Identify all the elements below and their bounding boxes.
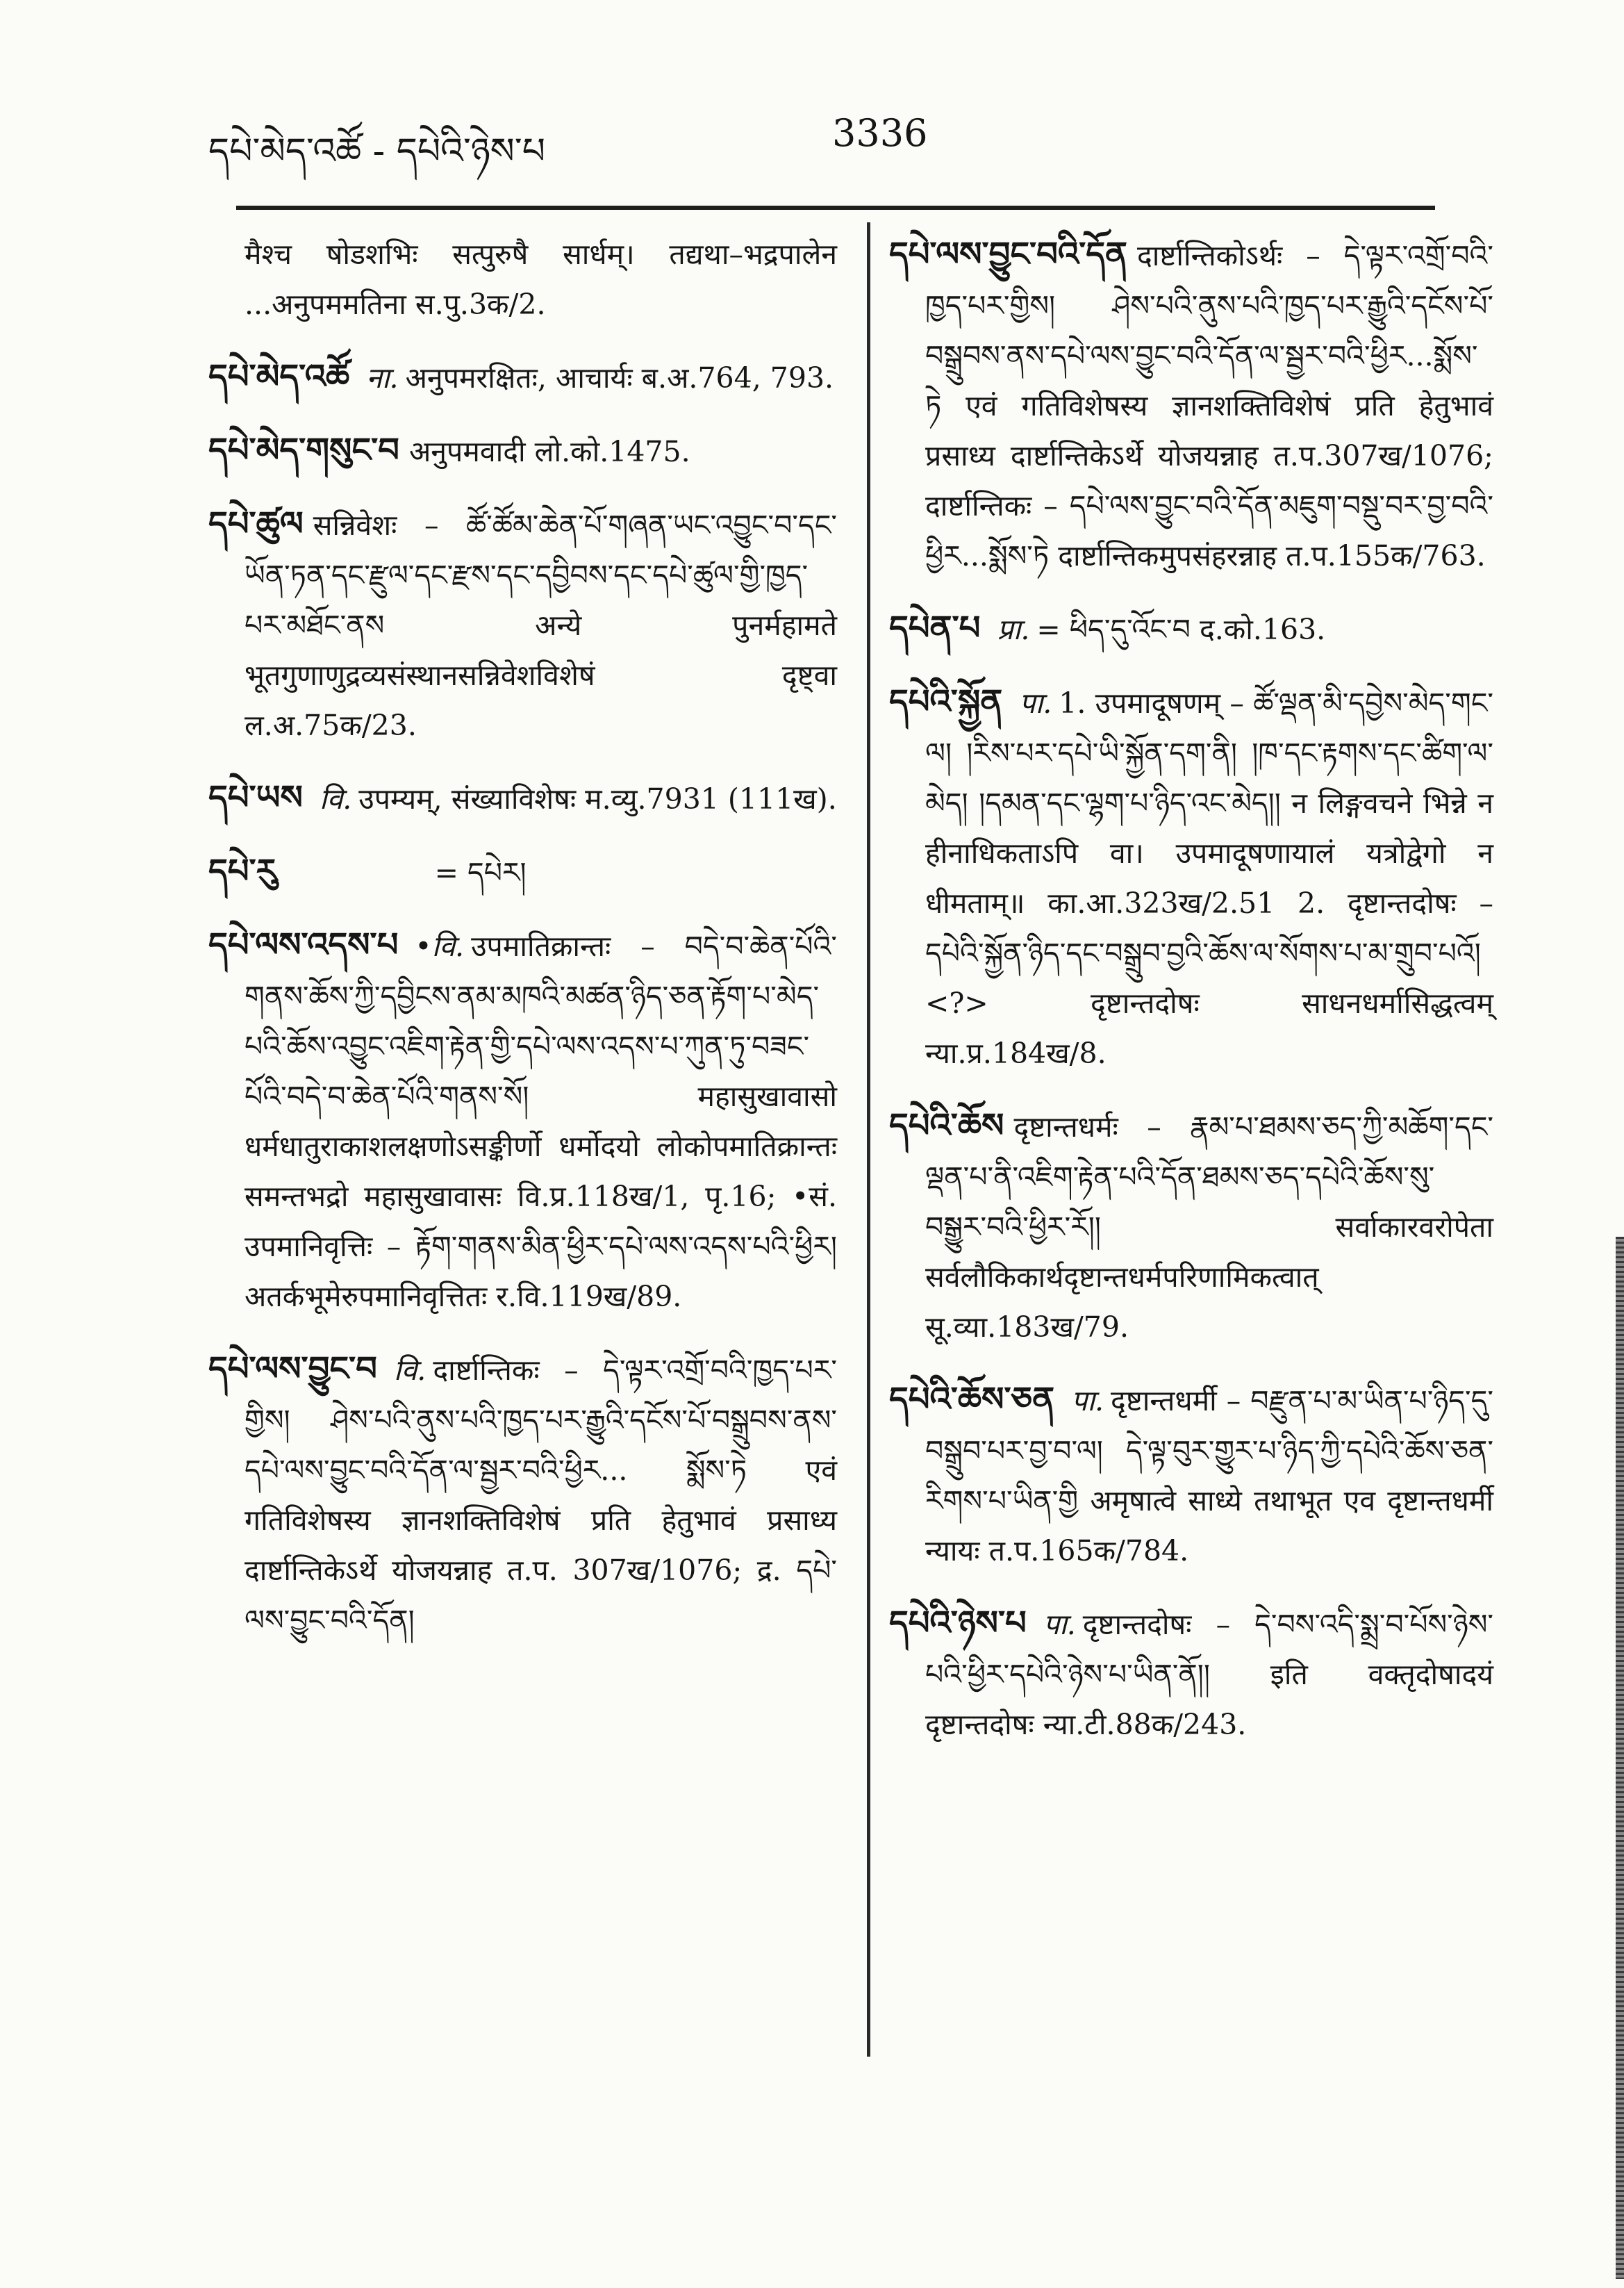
entry-headword: དཔེ་ཡས xyxy=(208,778,303,817)
entry-body: = དཔེར། xyxy=(434,856,527,889)
entry-body: अनुपमरक्षितः, आचार्यः ब.अ.764, 793. xyxy=(405,361,834,395)
left-column xyxy=(208,229,837,1668)
column-divider xyxy=(867,222,870,2057)
dictionary-entry xyxy=(208,425,837,477)
dictionary-entry xyxy=(889,1374,1493,1576)
entry-headword: དཔེའི་སྐྱོན xyxy=(889,682,1003,721)
entry-headword: དཔེའི་ཆོས་ཅན xyxy=(889,1380,1055,1419)
page-number: 3336 xyxy=(832,111,928,155)
dictionary-entry xyxy=(208,773,837,824)
entry-body: दृष्टान्तदोषः – དེ་བས་འདི་སྨྲ་བ་པོས་ཉེས་པའི་ཕྱིར་དཔེའི་ཉེས་པ་ཡིན་ནོ།། इति वक्तृदोषादयं दृष्टान्तदोषः न्या.टी.88क/243. xyxy=(925,1608,1493,1741)
entry-headword: དཔེ་ལས་བྱུང་བ xyxy=(208,1349,377,1388)
dictionary-entry xyxy=(889,603,1493,655)
entry-abbreviation: पा. xyxy=(1071,1384,1104,1417)
dictionary-entry xyxy=(208,229,837,329)
dictionary-entry xyxy=(208,1344,837,1645)
entry-abbreviation: पा. xyxy=(1019,686,1052,720)
running-header-guide-words: དཔེ་མེད་འཚོ - དཔེའི་ཉེས་པ xyxy=(208,131,546,172)
entry-abbreviation: वि. xyxy=(393,1353,426,1387)
entry-abbreviation: पा. xyxy=(1043,1608,1076,1641)
entry-headword: དཔེ་ལས་འདས་པ xyxy=(208,925,399,964)
entry-body: = ཕིད་དུ་འོང་བ द.को.163. xyxy=(1036,613,1326,646)
entry-headword: དཔེའི་ཉེས་པ xyxy=(889,1604,1027,1643)
entry-headword: དཔེ་ཚུལ xyxy=(208,504,304,543)
entry-headword: དཔེའི་ཆོས xyxy=(889,1106,1004,1145)
entry-abbreviation: •वि. xyxy=(415,930,465,963)
dictionary-entry xyxy=(208,499,837,750)
dictionary-entry xyxy=(208,846,837,898)
entry-body: दार्ष्टान्तिकः – དེ་ལྟར་འགྲོ་བའི་ཁྱད་པར་གྱིས། ཤེས་པའི་ནུས་པའི་ཁྱད་པར་རྒྱུའི་དངོས་པོ་བསྒྲུབས་ནས་དཔེ་ལས་བྱུང་བའི་དོན་ལ་སྦྱར་བའི་ཕྱིར... སྨོས་ཏེ एवं गतिविशेषस्य ज्ञानशक्तिविशेषं प्रति हेतुभावं प्रसाध्य दार्ष्टान्तिकेऽर्थे योजयन्नाह त.प. 307ख/1076; द्र. དཔེ་ལས་བྱུང་བའི་དོན། xyxy=(245,1353,837,1637)
dictionary-entry xyxy=(889,1598,1493,1750)
entry-headword: དཔེ་མེད་གསུང་བ xyxy=(208,431,399,470)
entry-body: दृष्टान्तधर्मः – རྣམ་པ་ཐམས་ཅད་ཀྱི་མཆོག་དང་ལྡན་པ་ནི་འཇིག་རྟེན་པའི་དོན་ཐམས་ཅད་དཔེའི་ཆོས་སུ་བསྒྱུར་བའི་ཕྱིར་རོ།། सर्वाकारवरोपेता सर्वलौकिकार्थदृष्टान्तधर्मपरिणामिकत्वात् सू.व्या.183ख/79. xyxy=(925,1110,1493,1344)
entry-headword: དཔེ་ལས་བྱུང་བའི་དོན xyxy=(889,235,1128,274)
entry-body: उपमातिक्रान्तः – བདེ་བ་ཆེན་པོའི་གནས་ཆོས་ཀྱི་དབྱིངས་ནམ་མཁའི་མཚན་ཉིད་ཅན་རྟོག་པ་མེད་པའི་ཆོས་འབྱུང་འཇིག་རྟེན་གྱི་དཔེ་ལས་འདས་པ་ཀུན་ཏུ་བཟང་པོའི་བདེ་བ་ཆེན་པོའི་གནས་སོ། महासुखावासो धर्मधातुराकाशलक्षणोऽसङ्कीर्णो धर्मोदयो लोकोपमातिक्रान्तः समन्तभद्रो महासुखावासः वि.प्र.118ख/1, पृ.16; •सं. उपमानिवृत्तिः – རྟོག་གནས་མིན་ཕྱིར་དཔེ་ལས་འདས་པའི་ཕྱིར། अतर्कभूमेरुपमानिवृत्तितः र.वि.119ख/89. xyxy=(245,930,837,1313)
entry-abbreviation: ना. xyxy=(366,361,399,395)
entry-body: मैश्च षोडशभिः सत्पुरुषै सार्धम्। तद्यथा–भद्रपालेन ...अनुपममतिना स.पु.3क/2. xyxy=(245,238,837,321)
dictionary-entry xyxy=(889,1101,1493,1352)
entry-headword: དཔེན་པ xyxy=(889,609,981,648)
entry-body: उपम्यम्, संख्याविशेषः म.व्यु.7931 (111ख). xyxy=(358,782,837,816)
entry-body: दार्ष्टान्तिकोऽर्थः – དེ་ལྟར་འགྲོ་བའི་ཁྱད་པར་གྱིས། ཤེས་པའི་ནུས་པའི་ཁྱད་པར་རྒྱུའི་དངོས་པོ་བསྒྲུབས་ནས་དཔེ་ལས་བྱུང་བའི་དོན་ལ་སྦྱར་བའི་ཕྱིར...སྨོས་ཏེ एवं गतिविशेषस्य ज्ञानशक्तिविशेषं प्रति हेतुभावं प्रसाध्य दार्ष्टान्तिकेऽर्थे योजयन्नाह त.प.307ख/1076; दार्ष्टान्तिकः – དཔེ་ལས་བྱུང་བའི་དོན་མཇུག་བསྡུ་བར་བྱ་བའི་ཕྱིར...སྨོས་ཏེ दार्ष्टान्तिकमुपसंहरन्नाह त.प.155क/763. xyxy=(925,239,1493,573)
right-column xyxy=(889,229,1493,1772)
entry-abbreviation: प्रा. xyxy=(997,613,1030,646)
entry-abbreviation: वि. xyxy=(319,782,352,816)
dictionary-entry xyxy=(889,677,1493,1078)
dictionary-entry xyxy=(208,352,837,403)
entry-headword: དཔེ་མེད་འཚོ xyxy=(208,357,350,396)
dictionary-entry xyxy=(889,229,1493,581)
scan-edge-shadow xyxy=(1616,1237,1624,2279)
entry-body: 1. उपमादूषणम् – ཚོ་ལྡན་མི་དབྱེས་མེད་གང་ལ། །རིས་པར་དཔེ་ཡི་སྐྱོན་དག་ནི། །ཁ་དང་རྟགས་དང་ཚིག་ལ་མེད། །དམན་དང་ལྷག་པ་ཉིད་འང་མེད།། न लिङ्गवचने भिन्ने न हीनाधिकताऽपि वा। उपमादूषणायालं यत्रोद्वेगो न धीमताम्॥ का.आ.323ख/2.51 2. दृष्टान्तदोषः – དཔེའི་སྐྱོན་ཉིད་དང་བསྒྲུབ་བྱའི་ཆོས་ལ་སོགས་པ་མ་གྲུབ་པའོ། <?> दृष्टान्तदोषः साधनधर्मासिद्धत्वम् न्या.प्र.184ख/8. xyxy=(925,686,1493,1070)
entry-body: दृष्टान्तधर्मी – བརྫུན་པ་མ་ཡིན་པ་ཉིད་དུ་བསྒྲུབ་པར་བྱ་བ་ལ། དེ་ལྟ་བུར་གྱུར་པ་ཉིད་ཀྱི་དཔེའི་ཆོས་ཅན་རིགས་པ་ཡིན་གྱི अमृषात्वे साध्ये तथाभूत एव दृष्टान्तधर्मी न्यायः त.प.165क/784. xyxy=(925,1384,1493,1567)
entry-body: सन्निवेशः – ཚོ་ཚོམ་ཆེན་པོ་གཞན་ཡང་འབྱུང་བ་དང་ཡོན་ཏན་དང་རྫུལ་དང་རྫས་དང་དབྱིབས་དང་དཔེ་ཚུལ་གྱི་ཁྱད་པར་མཐོང་ནས अन्ये पुनर्महामते भूतगुणाणुद्रव्यसंस्थानसन्निवेशविशेषं दृष्ट्वा ल.अ.75क/23. xyxy=(245,509,837,742)
entry-headword: དཔེ་རུ xyxy=(208,852,277,891)
header-rule xyxy=(236,206,1435,210)
dictionary-entry xyxy=(208,920,837,1322)
entry-body: अनुपमवादी लो.को.1475. xyxy=(408,435,690,468)
